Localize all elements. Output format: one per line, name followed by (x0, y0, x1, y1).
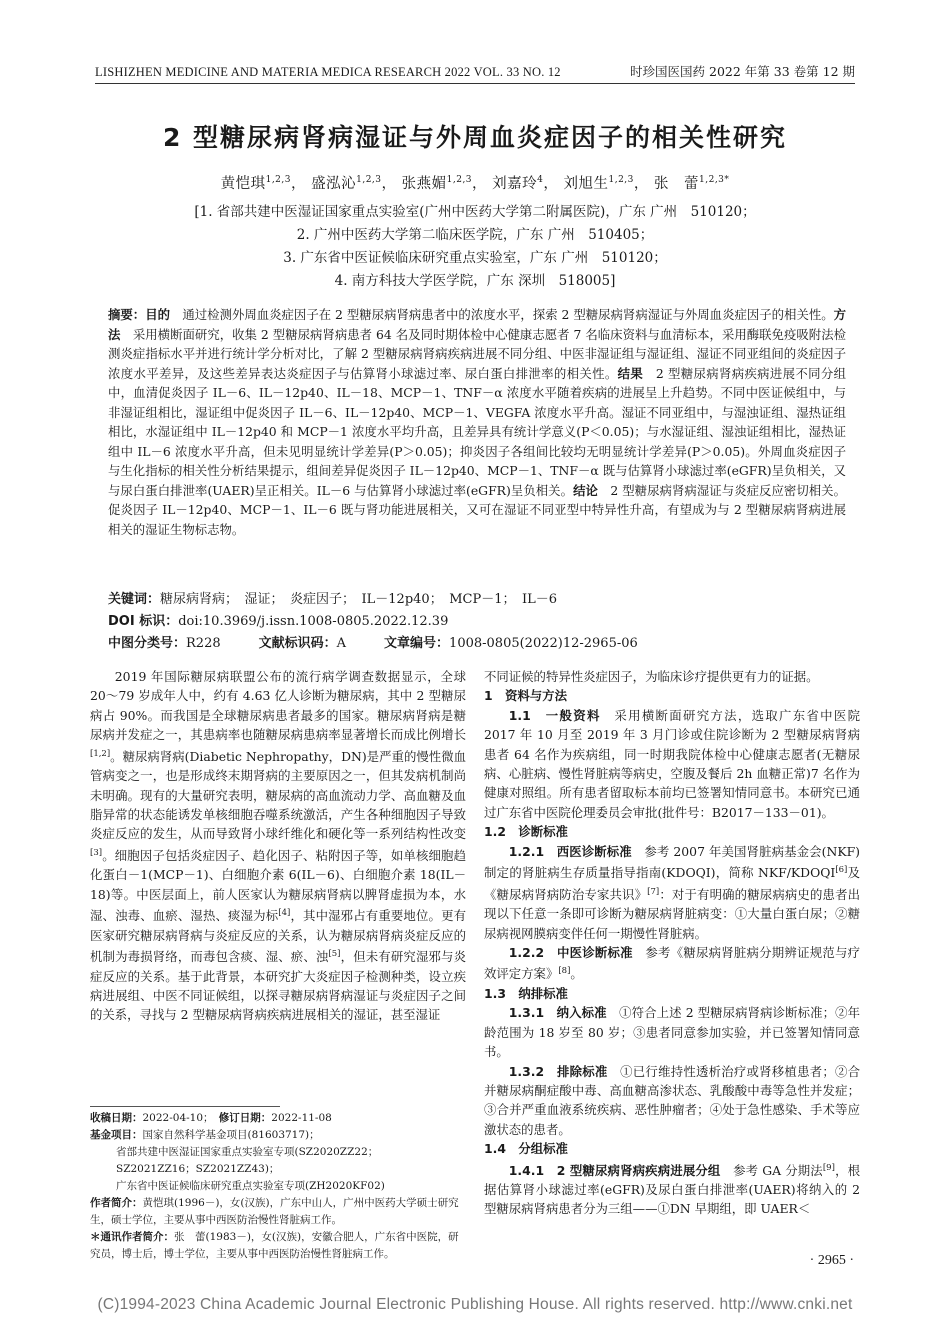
body-paragraph (484, 706, 860, 822)
doi (108, 612, 448, 632)
conclusion-text: 2 型糖尿病肾病湿证与炎症反应密切相关。促炎因子 IL－12p40、MCP－1、IL－6 既与肾功能进展相关，又可在湿证不同亚型中特异性升高，有望成为与 2 型糖尿病肾病进展相关的湿证生物标志物。 (108, 482, 847, 537)
subsection-heading: 1.3 纳排标准 (484, 985, 568, 1001)
citation[interactable]: [1,2] (90, 748, 111, 759)
footnote-divider (90, 1106, 280, 1107)
author-name: 张燕媚 (401, 176, 447, 192)
fund-line: SZ2021ZZ16；SZ2021ZZ43)； (116, 1163, 280, 1175)
author-separator: ， (633, 176, 649, 192)
body-text: 参考 GA 分期法 (733, 1162, 823, 1178)
body-text: 参考 2007 年美国肾脏病基金会(NKF)制定的肾脏病生存质量指导指南(KDOQI)，简称 NKF/KDOQI (484, 843, 861, 881)
body-text: ，其中湿邪占有重要地位。更有医家研究糖尿病肾病与炎症反应的关系，认为糖尿病肾病炎症反应的机制为毒损肾络，而毒包含痰、湿、瘀、浊 (90, 908, 467, 965)
received-line (90, 1110, 466, 1127)
footnotes (90, 1110, 466, 1263)
subsection-heading: 1.1 一般资料 (508, 707, 601, 723)
author-separator: ， (472, 176, 488, 192)
affiliation: 3. 广东省中医证候临床研究重点实验室，广东 广州 510120； (283, 250, 667, 266)
doc-code-label: 文献标识码： (258, 636, 337, 651)
conclusion-label: 结论 (573, 482, 598, 498)
fund-line: 广东省中医证候临床研究重点实验室专项(ZH2020KF02) (116, 1180, 385, 1192)
fund-line: 省部共建中医湿证国家重点实验室专项(SZ2020ZZ22； (116, 1146, 379, 1158)
affiliation: 4. 南方科技大学医学院，广东 深圳 518005] (334, 273, 616, 289)
body-text: 。 (570, 966, 583, 982)
subsubsection-heading: 1.2.1 西医诊断标准 (508, 843, 632, 859)
clc-label: 中图分类号： (108, 636, 187, 651)
section-heading: 1 资料与方法 (484, 688, 567, 704)
received-date: 2022-04-10； (142, 1112, 209, 1124)
doi-text: doi:10.3969/j.issn.1008-0805.2022.12.39 (178, 614, 449, 629)
fund-label: 基金项目： (90, 1129, 143, 1141)
methods-text: 采用横断面研究，收集 2 型糖尿病肾病患者 64 名及同时期体检中心健康志愿者 7 名临床资料与血清标本，采用酶联免疫吸附法检测炎症指标水平并进行统计学分析对比，了解 2 型糖尿病肾病疾病进展不同分组、中医非湿证组与湿证组、湿证不同亚组间的炎症因子浓度水平差异，及这些差异表达炎症因子与估算肾小球滤过率、尿白蛋白排泄率的相关性。 (108, 326, 847, 381)
author-name: 张 蕾 (654, 176, 699, 192)
keywords (108, 590, 846, 610)
doi-label: DOI 标识： (108, 614, 179, 629)
author-bio-label: 作者简介： (90, 1197, 143, 1209)
subsection-heading: 1.2 诊断标准 (484, 824, 568, 840)
author-affil-sup: 1,2,3 (265, 175, 291, 186)
received-label: 收稿日期： (90, 1112, 143, 1124)
article-number-value: 1008-0805(2022)12-2965-06 (449, 636, 638, 651)
author-name: 刘旭生 (563, 176, 609, 192)
subsubsection-heading: 1.3.1 纳入标准 (508, 1005, 607, 1021)
affiliation: 2. 广州中医药大学第二临床医学院，广东 广州 510405； (296, 227, 654, 243)
body-column-left (90, 667, 466, 1025)
body-text: 。糖尿病肾病(Diabetic Nephropathy，DN)是严重的慢性微血管病变之一，也是形成终末期肾病的主要原因之一，但其发病机制尚未明确。现有的大量研究表明，糖尿病的高血流动力学、高血糖及血脂异常的状态能诱发单核细胞吞噬系统激活，产生各种细胞因子导致炎症反应的发生，从而导致肾小球纤维化和硬化等一系列结构性改变 (90, 748, 466, 842)
body-text: ①符合上述 2 型糖尿病肾病诊断标准；②年龄范围为 18 岁至 80 岁；③患者同意参加实验，并已签署知情同意书。 (484, 1005, 860, 1060)
abstract-label: 摘要： (108, 307, 146, 322)
subsubsection-heading: 1.3.2 排除标准 (508, 1063, 608, 1079)
objective-text: 通过检测外周血炎症因子在 2 型糖尿病肾病患者中的浓度水平，探索 2 型糖尿病肾病湿证与外周血炎症因子的相关性。 (182, 307, 834, 322)
citation[interactable]: [4] (278, 908, 291, 919)
revised-date: 2022-11-08 (271, 1112, 332, 1124)
keywords-text: 糖尿病肾病； 湿证； 炎症因子； IL－12p40； MCP－1； IL－6 (160, 592, 558, 607)
author-list (60, 172, 890, 193)
citation[interactable]: [6] (835, 865, 848, 876)
revised-label: 修订日期： (218, 1112, 272, 1124)
page-number: · 2965 · (809, 1253, 854, 1268)
citation[interactable]: [8] (558, 966, 571, 977)
body-text: 2019 年国际糖尿病联盟公布的流行病学调查数据显示，全球 20～79 岁成年人中，约有 4.63 亿人诊断为糖尿病，其中 2 型糖尿病占 90%。而我国是全球糖尿病患者最多的国家。糖尿病肾病是糖尿病并发症之一，其患病率也随糖尿病患病率显著增长而成比例增长 (90, 669, 466, 743)
body-text: 参考《糖尿病肾脏病分期辨证规范与疗效评定方案》 (484, 944, 861, 982)
author-affil-sup: 1,2,3* (699, 175, 730, 186)
citation[interactable]: [5] (328, 949, 341, 960)
body-paragraph (484, 1003, 860, 1061)
article-title: 2 型糖尿病肾病湿证与外周血炎症因子的相关性研究 (162, 123, 788, 152)
keywords-label: 关键词： (108, 592, 161, 607)
body-paragraph: 不同证候的特异性炎症因子，为临床诊疗提供更有力的证据。 (484, 669, 819, 684)
subsection-heading: 1.4 分组标准 (484, 1141, 568, 1157)
body-text: ：对于有明确的糖尿病病史的患者出现以下任意一条即可诊断为糖尿病肾脏病变：①大量白蛋白尿；②糖尿病视网膜病变伴任何一期慢性肾脏病。 (484, 886, 861, 941)
body-text: ，但未有研究湿邪与炎症反应的关系。基于此背景，本研究扩大炎症因子检测种类，设立疾病进展组、中医不同证候组，以探寻糖尿病肾病湿证与炎症因子之间的关系，寻找与 2 型糖尿病肾病疾病进展相关的湿证，甚至湿证 (90, 949, 467, 1023)
body-text: 。细胞因子包括炎症因子、趋化因子、粘附因子等，如单核细胞趋化蛋白－1(MCP－1)、白细胞介素 6(IL－6)、白细胞介素 18(IL－18)等。中医层面上，前人医家认为糖尿病肾病以脾肾虚损为本，水湿、浊毒、血瘀、湿热、痰湿为标 (90, 847, 466, 924)
classification-line (108, 634, 638, 654)
body-paragraph (484, 1062, 860, 1140)
clc-value: R228 (186, 636, 221, 651)
article-number-label: 文章编号： (384, 636, 450, 651)
running-header (95, 62, 855, 84)
journal-name-cn: 时珍国医国药 2022 年第 33 卷第 12 期 (630, 64, 855, 79)
author-separator: ， (291, 176, 306, 192)
author-name: 刘嘉玲 (492, 176, 538, 192)
methods-label: 方法 (108, 307, 847, 342)
author-name: 盛泓沁 (311, 176, 357, 192)
doc-code-value: A (336, 636, 347, 651)
author-affil-sup: 4 (537, 175, 544, 186)
results-label: 结果 (617, 365, 644, 381)
fund-line (90, 1127, 466, 1144)
corresponding-label: ＊通讯作者简介： (90, 1231, 174, 1243)
subsubsection-heading: 1.2.2 中医诊断标准 (508, 944, 633, 960)
results-text: 2 型糖尿病肾病疾病进展不同分组中，血清促炎因子 IL－6、IL－12p40、IL－18、MCP－1、TNF－α 浓度水平随着疾病的进展呈上升趋势。不同中医证候组中，与非湿证组相比，湿证组中促炎因子 IL－6、IL－12p40、MCP－1、VEGFA 浓度水平升高。湿证不同亚组中，与湿浊证组、湿热证组相比，水湿证组中 IL－12p40 和 MCP－1 浓度水平均升高，且差异具有统计学意义(P＜0.05)；与水湿证组、湿浊证组相比，湿热证组中 IL－6 浓度水平升高，但未见明显统计学差异(P＞0.05)；抑炎因子各组间比较均无明显统计学差异(P＞0.05)。外周血炎症因子与生化指标的相关性分析结果提示，组间差异促炎因子 IL－12p40、MCP－1、TNF－α 既与估算肾小球滤过率(eGFR)呈负相关，又与尿白蛋白排泄率(UAER)呈正相关。IL－6 与估算肾小球滤过率(eGFR)呈负相关。 (108, 365, 847, 498)
intro-paragraph (90, 667, 466, 1025)
citation[interactable]: [9] (822, 1162, 835, 1173)
author-separator: ， (543, 176, 559, 192)
objective-label: 目的 (145, 307, 170, 322)
affiliation: [1. 省部共建中医湿证国家重点实验室(广州中医药大学第二附属医院)，广东 广州 510120； (194, 204, 756, 220)
citation[interactable]: [7] (647, 886, 660, 897)
fund-text: 国家自然科学基金项目(81603717)； (142, 1129, 320, 1141)
body-paragraph (484, 1159, 860, 1219)
abstract (108, 305, 846, 539)
body-text: ①已行维持性透析治疗或肾移植患者；②合并糖尿病酮症酸中毒、高血糖高渗状态、乳酸酸中毒等急性并发症；③合并严重血液系统疾病、恶性肿瘤者；④处于急性感染、手术等应激状态的患者。 (484, 1063, 861, 1137)
body-column-right (484, 667, 860, 1219)
body-text: ，根据估算肾小球滤过率(eGFR)及尿白蛋白排泄率(UAER)将纳入的 2 型糖尿病肾病患者分为三组——①DN 早期组，即 UAER＜ (484, 1162, 861, 1217)
author-bio-text: 黄恺琪(1996－)，女(汉族)，广东中山人，广州中医药大学硕士研究生，硕士学位，主要从事中西医防治慢性肾脏病工作。 (90, 1197, 459, 1226)
author-affil-sup: 1,2,3 (446, 175, 473, 186)
body-text: 采用横断面研究方法，选取广东省中医院 2017 年 10 月至 2019 年 3 月门诊或住院诊断为 2 型糖尿病肾病患者 64 名作为疾病组，同一时期我院体检中心健康志愿者(无糖尿病、心脏病、慢性肾脏病等病史，空腹及餐后 2h 血糖正常)7 名作为健康对照组。所有患者留取标本前均已签署知情同意书。本研究已通过广东省中医院伦理委员会审批(批件号：B2017－133－01)。 (484, 707, 860, 820)
copyright-notice: (C)1994-2023 China Academic Journal Electronic Publishing House. All rights reserved. http://www.cnki.net (97, 1296, 853, 1313)
author-name: 黄恺琪 (220, 176, 266, 192)
citation[interactable]: [3] (90, 847, 103, 858)
author-separator: ， (381, 176, 397, 192)
author-affil-sup: 1,2,3 (608, 175, 634, 186)
author-bio (90, 1195, 466, 1229)
subsubsection-heading: 1.4.1 2 型糖尿病肾病疾病进展分组 (508, 1162, 721, 1178)
corresponding-text: 张 蕾(1983－)，女(汉族)，安徽合肥人，广东省中医院，研究员，博士后，博士学位，主要从事中西医防治慢性肾脏病工作。 (90, 1231, 459, 1260)
body-text: 及《糖尿病肾病防治专家共识》 (484, 865, 861, 902)
author-affil-sup: 1,2,3 (356, 175, 382, 186)
body-paragraph (484, 943, 860, 984)
body-paragraph (484, 842, 860, 943)
corresponding-author-bio (90, 1229, 466, 1263)
journal-name-en: LISHIZHEN MEDICINE AND MATERIA MEDICA RESEARCH 2022 VOL. 33 NO. 12 (95, 65, 561, 79)
